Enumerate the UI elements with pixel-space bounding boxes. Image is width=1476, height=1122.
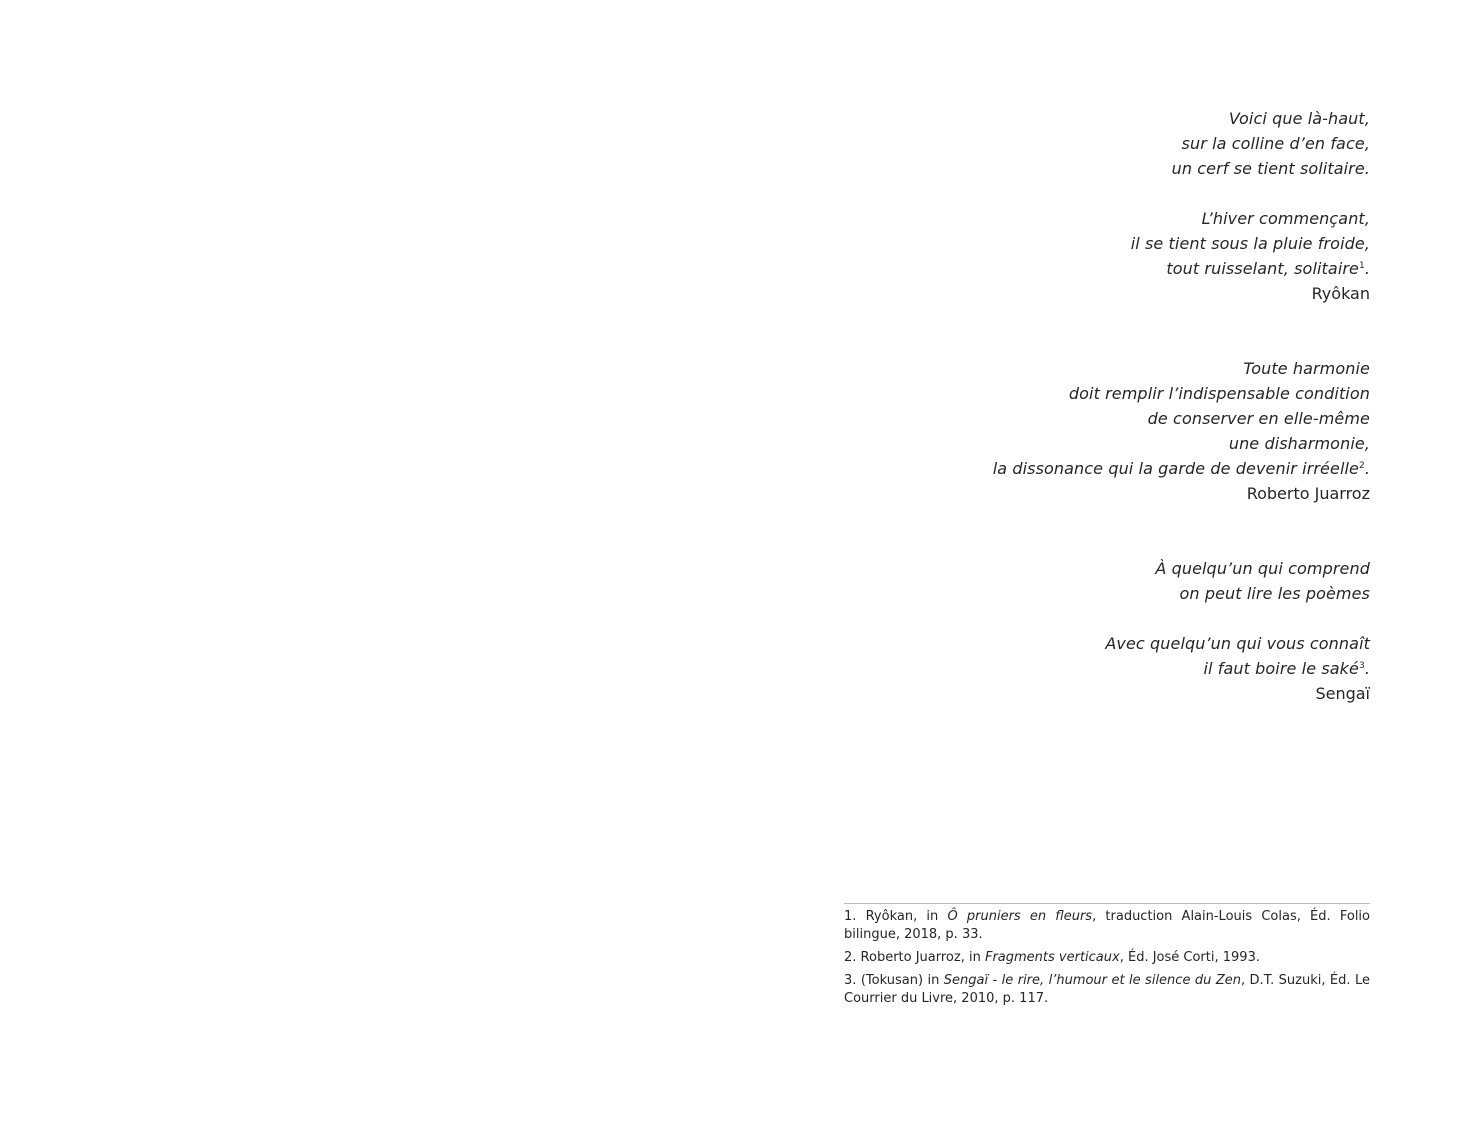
footnote-mark: 1 [1358,261,1365,271]
footnote-1 [844,908,1370,944]
verse-end-punct: . [1364,659,1370,678]
epigraph-ryokan [850,106,1370,306]
footnote-prefix: 1. Ryôkan, in [844,909,948,924]
verse-line-last [850,456,1370,481]
verse-end-punct: . [1364,259,1370,278]
epigraphs [850,106,1370,756]
verse-line: Toute harmonie [1243,359,1370,378]
footnote-mark: 2 [1358,461,1365,471]
verse-line: sur la colline d’en face, [1181,134,1370,153]
verse-line: il se tient sous la pluie froide, [1130,234,1370,253]
verse-text: il faut boire le saké [1203,659,1359,678]
stanza [850,206,1370,306]
footnote-3 [844,972,1370,1008]
verse-text: la dissonance qui la garde de devenir irréelle [992,459,1359,478]
footnote-suffix: , Éd. José Corti, 1993. [1119,950,1260,965]
verse-end-punct: . [1364,459,1370,478]
verse-line: À quelqu’un qui comprend [1155,559,1370,578]
stanza [850,106,1370,181]
footnote-work-title: Sengaï - le rire, l’humour et le silence du Zen [943,973,1241,988]
verse-line: L’hiver commençant, [1201,209,1370,228]
stanza [850,356,1370,506]
verse-line: on peut lire les poèmes [1179,584,1370,603]
footnotes [844,903,1370,1013]
verse-line-last [850,656,1370,681]
footnote-suffix: , traduction Alain-Louis Colas, Éd. Folio bilingue, 2018, p. 33. [844,909,1370,942]
footnote-mark: 3 [1358,661,1365,671]
footnote-work-title: Ô pruniers en fleurs [947,909,1093,924]
verse-line: Voici que là-haut, [1228,109,1370,128]
verse-line: une disharmonie, [1228,434,1370,453]
epigraph-sengai [850,556,1370,706]
epigraph-author: Roberto Juarroz [1246,484,1370,503]
footnote-2 [844,949,1370,967]
epigraph-author: Ryôkan [1311,284,1370,303]
footnote-prefix: 2. Roberto Juarroz, in [844,950,985,965]
epigraph-author: Sengaï [1315,684,1370,703]
verse-line: un cerf se tient solitaire. [1171,159,1370,178]
stanza [850,631,1370,706]
footnote-suffix: , D.T. Suzuki, Éd. Le Courrier du Livre, 2010, p. 117. [844,973,1370,1006]
verse-line: de conserver en elle-même [1147,409,1370,428]
verse-text: tout ruisselant, solitaire [1166,259,1359,278]
epigraph-juarroz [850,356,1370,506]
footnote-work-title: Fragments verticaux [984,950,1120,965]
footnote-prefix: 3. (Tokusan) in [844,973,944,988]
verse-line: doit remplir l’indispensable condition [1068,384,1370,403]
verse-line-last [850,256,1370,281]
stanza [850,556,1370,606]
verse-line: Avec quelqu’un qui vous connaît [1105,634,1370,653]
